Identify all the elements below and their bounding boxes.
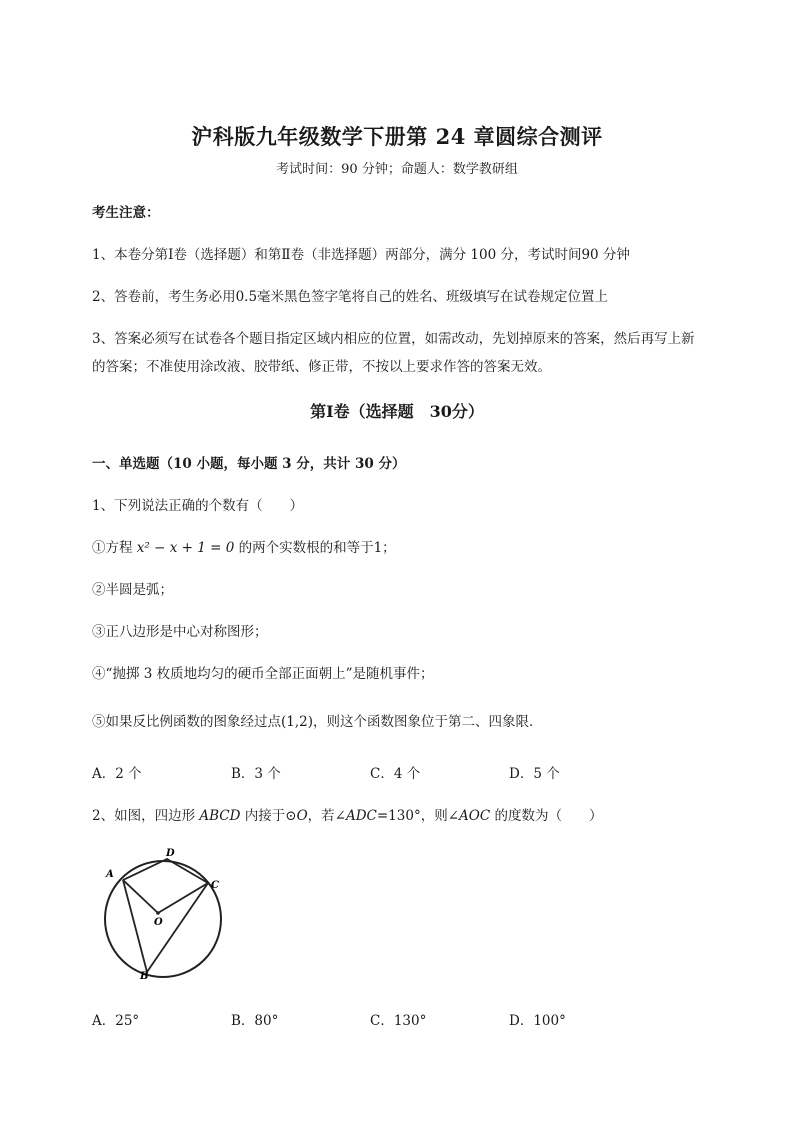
question-1-statement-1 (92, 536, 396, 556)
q2-circle-o: O (296, 808, 308, 824)
circle-quadrilateral-figure (98, 843, 228, 981)
notice-heading: 考生注意： (92, 205, 160, 221)
question-1-option-b[interactable]: B．3 个 (231, 766, 281, 782)
question-1-statement-3: ③正八边形是中心对称图形； (92, 624, 268, 640)
question-2-option-c[interactable]: C．130° (370, 1013, 427, 1029)
q2-stem-b: 内接于⊙ (240, 808, 297, 824)
statement-5-point: (1,2) (281, 714, 314, 730)
q2-stem-d: =130°，则∠ (376, 808, 460, 824)
notice-item-2: 2、答卷前，考生务必用0.5毫米黑色签字笔将自己的姓名、班级填写在试卷规定位置上 (92, 289, 609, 305)
q2-stem-e: 的度数为（ ） (490, 808, 603, 824)
radius-o-a (123, 880, 158, 913)
notice-item-1: 1、本卷分第Ⅰ卷（选择题）和第Ⅱ卷（非选择题）两部分，满分 100 分，考试时间90 分钟 (92, 247, 630, 263)
label-d: D (166, 848, 175, 859)
label-a: A (106, 869, 114, 880)
question-1-stem: 1、下列说法正确的个数有（ ） (92, 498, 304, 514)
q2-quadrilateral: ABCD (199, 808, 241, 824)
question-1-option-d[interactable]: D．5 个 (509, 766, 560, 782)
question-2-option-d[interactable]: D．100° (509, 1013, 566, 1029)
question-2-option-b[interactable]: B．80° (231, 1013, 279, 1029)
question-1-statement-4: ④“抛掷 3 枚质地均匀的硬币全部正面朝上”是随机事件； (92, 666, 434, 682)
statement-1-prefix: ①方程 (92, 540, 137, 556)
statement-5-suffix: ，则这个函数图象位于第二、四象限． (313, 714, 543, 730)
q2-angle-adc: ADC (345, 808, 377, 824)
question-1-option-c[interactable]: C．4 个 (370, 766, 421, 782)
question-2-option-a[interactable]: A．25° (92, 1013, 140, 1029)
q2-stem-c: ，若∠ (307, 808, 346, 824)
circle-o (105, 861, 221, 977)
label-o: O (154, 917, 163, 928)
q2-stem-a: 2、如图，四边形 (92, 808, 200, 824)
part-heading: 一、单选题（10 小题，每小题 3 分，共计 30 分） (92, 456, 406, 472)
section-title: 第Ⅰ卷（选择题 30分） (310, 402, 484, 421)
center-point (156, 911, 160, 915)
label-b: B (140, 971, 149, 981)
statement-1-suffix: 的两个实数根的和等于1； (234, 540, 396, 556)
radius-o-c (158, 883, 208, 913)
question-1-option-a[interactable]: A．2 个 (92, 766, 142, 782)
statement-5-prefix: ⑤如果反比例函数的图象经过点 (92, 714, 281, 730)
label-c: C (211, 880, 219, 891)
chord-a-b (123, 880, 147, 972)
statement-1-equation: x² − x + 1 = 0 (136, 540, 235, 556)
q2-angle-aoc: AOC (459, 808, 491, 824)
notice-item-3: 3、答案必须写在试卷各个题目指定区域内相应的位置，如需改动，先划掉原来的答案，然后再写上新的答案；不准使用涂改液、胶带纸、修正带，不按以上要求作答的答案无效。 (92, 331, 695, 375)
question-1-statement-5 (92, 710, 543, 730)
page-title: 沪科版九年级数学下册第 24 章圆综合测评 (191, 124, 603, 149)
question-2-stem (92, 804, 602, 824)
question-1-statement-2: ②半圆是弧； (92, 582, 173, 598)
page-subtitle: 考试时间：90 分钟；命题人：数学教研组 (276, 162, 518, 177)
